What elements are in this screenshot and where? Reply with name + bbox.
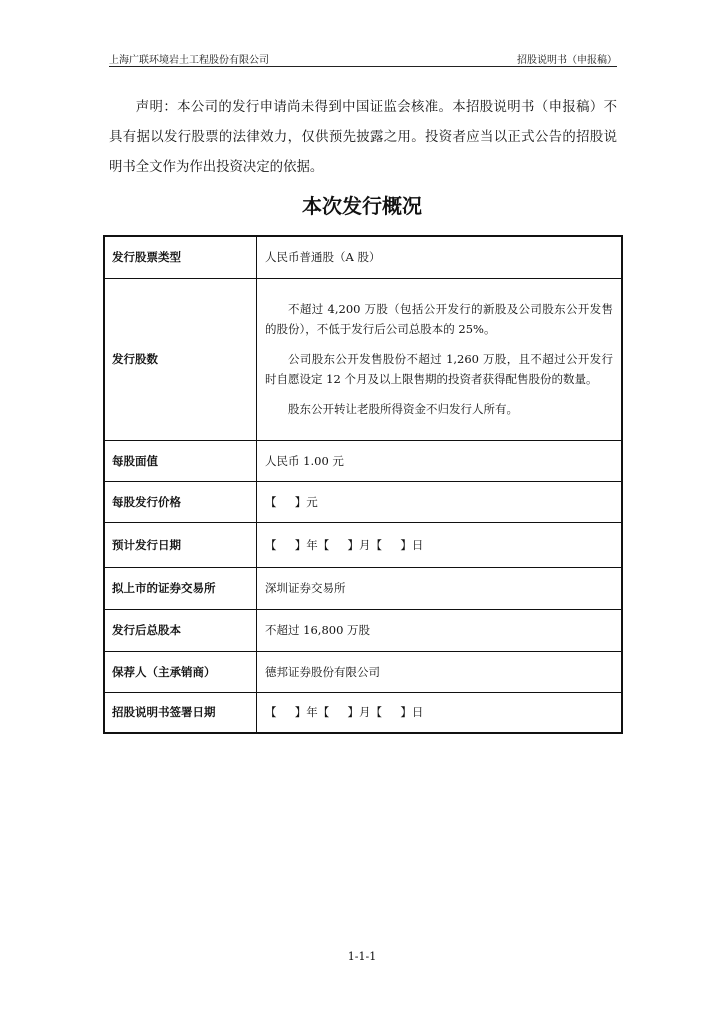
disclaimer-statement bbox=[109, 93, 617, 183]
table-row bbox=[104, 692, 622, 733]
table-row bbox=[104, 522, 622, 567]
table-row bbox=[104, 236, 622, 278]
row-label-issue-price: 每股发行价格 bbox=[104, 481, 257, 522]
page-title: 本次发行概况 bbox=[302, 194, 422, 218]
share-count-paragraph: 不超过 4,200 万股（包括公开发行的新股及公司股东公开发售的股份），不低于发行后公司总股本的 25%。 bbox=[265, 302, 613, 336]
row-label-exchange: 拟上市的证券交易所 bbox=[104, 567, 257, 609]
share-count-paragraph: 公司股东公开发售股份不超过 1,260 万股，且不超过公开发行时自愿设定 12 个月及以上限售期的投资者获得配售股份的数量。 bbox=[265, 352, 613, 386]
row-label-par-value: 每股面值 bbox=[104, 440, 257, 481]
row-value-sponsor: 德邦证券股份有限公司 bbox=[257, 651, 623, 692]
row-label-sign-date: 招股说明书签署日期 bbox=[104, 692, 257, 733]
row-value-stock-type: 人民币普通股（A 股） bbox=[257, 236, 623, 278]
offering-overview-table bbox=[103, 235, 623, 734]
row-value-issue-price: 【 】元 bbox=[257, 481, 623, 522]
row-label-total-shares: 发行后总股本 bbox=[104, 609, 257, 651]
table-row bbox=[104, 278, 622, 440]
share-count-paragraph: 股东公开转让老股所得资金不归发行人所有。 bbox=[288, 402, 518, 416]
row-label-share-count: 发行股数 bbox=[104, 278, 257, 440]
table-row bbox=[104, 481, 622, 522]
row-value-par-value: 人民币 1.00 元 bbox=[257, 440, 623, 481]
row-label-sponsor: 保荐人（主承销商） bbox=[104, 651, 257, 692]
row-value-total-shares: 不超过 16,800 万股 bbox=[257, 609, 623, 651]
disclaimer-text: 声明：本公司的发行申请尚未得到中国证监会核准。本招股说明书（申报稿）不具有据以发行股票的法律效力，仅供预先披露之用。投资者应当以正式公告的招股说明书全文作为作出投资决定的依据。 bbox=[109, 100, 617, 175]
header-doc-type: 招股说明书（申报稿） bbox=[517, 55, 617, 66]
row-label-issue-date: 预计发行日期 bbox=[104, 522, 257, 567]
page-number: 1-1-1 bbox=[347, 950, 377, 963]
table-row bbox=[104, 651, 622, 692]
header-company: 上海广联环境岩土工程股份有限公司 bbox=[109, 55, 269, 66]
row-value-issue-date: 【 】年【 】月【 】日 bbox=[257, 522, 623, 567]
row-value-share-count bbox=[257, 278, 623, 440]
table-row bbox=[104, 440, 622, 481]
row-value-exchange: 深圳证券交易所 bbox=[257, 567, 623, 609]
page-header bbox=[109, 50, 617, 67]
row-label-stock-type: 发行股票类型 bbox=[104, 236, 257, 278]
table-row bbox=[104, 567, 622, 609]
row-value-sign-date: 【 】年【 】月【 】日 bbox=[257, 692, 623, 733]
table-row bbox=[104, 609, 622, 651]
